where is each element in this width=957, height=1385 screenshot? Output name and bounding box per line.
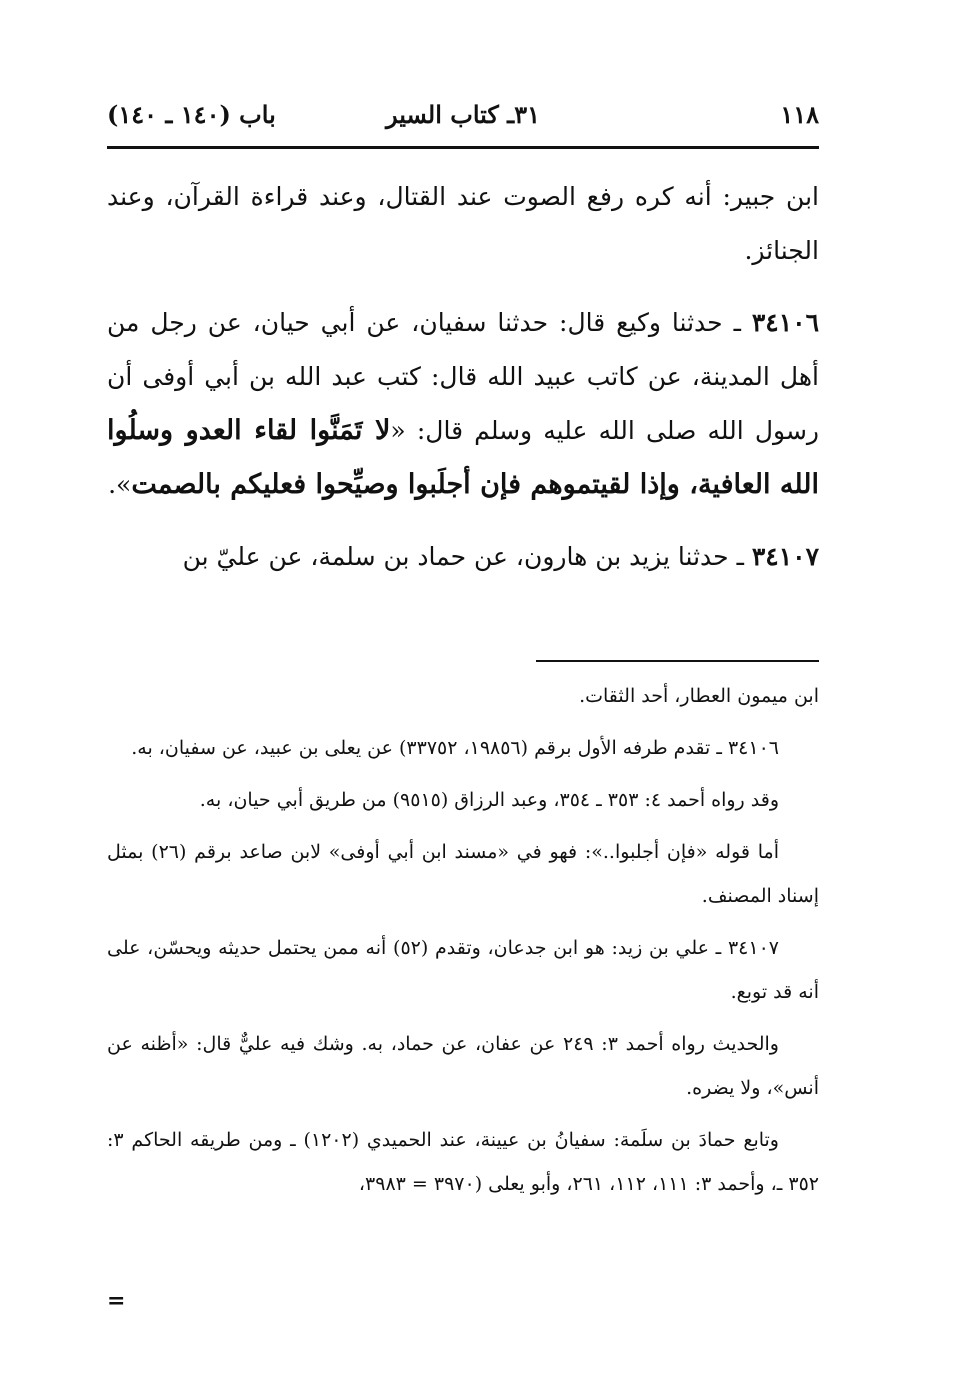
chapter-title: ٣١ـ كتاب السير [386, 100, 540, 129]
page-header [107, 96, 819, 136]
footnote-line: ٣٤١٠٦ ـ تقدم طرفه الأول برقم (١٩٨٥٦، ٣٣٧٥٢) عن يعلى بن عبيد، عن سفيان، به. [131, 737, 779, 759]
hadith-34107 [107, 530, 819, 584]
footnote-line: وقد رواه أحمد ٤: ٣٥٣ ـ ٣٥٤، وعبد الرزاق (٩٥١٥) من طريق أبي حيان، به. [199, 789, 779, 811]
footnote-line: وتابع حمادَ بن سلَمة: سفيانُ بن عيينة، عند الحميدي (١٢٠٢) ـ ومن طريقه الحاكم ٣: ٣٥٢ ـ، وأحمد ٣: ١١١، ١١٢، ٢٦١، وأبو يعلى (٣٩٧٠ = ٣٩٨٣، [107, 1129, 819, 1195]
footnote-divider [536, 660, 819, 662]
footnote-line: ٣٤١٠٧ ـ علي بن زيد: هو ابن جدعان، وتقدم (٥٢) أنه ممن يحتمل حديثه ويحسّن، على أنه قد توبع. [107, 937, 819, 1003]
header-divider [107, 146, 819, 149]
hadith-number: ٣٤١٠٧ [751, 542, 819, 571]
footnotes [107, 674, 819, 1206]
page-number: ١١٨ [780, 100, 819, 129]
paragraph-continuation: ابن جبير: أنه كره رفع الصوت عند القتال، وعند قراءة القرآن، وعند الجنائز. [107, 182, 819, 265]
hadith-matn: لا تَمَنَّوا لقاء العدو وسلُوا الله العافية، وإذا لقيتموهم فإن أجلَبوا وصيِّحوا فعليكم بالصمت [107, 415, 819, 500]
hadith-number: ٣٤١٠٦ [751, 308, 819, 337]
main-text [107, 170, 819, 584]
hadith-isnad: ـ حدثنا وكيع قال: حدثنا سفيان، عن أبي حيان، عن رجل من أهل المدينة، عن كاتب عبيد الله قال: كتب عبد الله بن أبي أوفى أن رسول الله صلى الله عليه وسلم قال: « [107, 308, 819, 445]
footnote-line: والحديث رواه أحمد ٣: ٢٤٩ عن عفان، عن حماد، به. وشك فيه عليٌّ قال: «أظنه عن أنس»، ولا يضره. [107, 1033, 819, 1099]
footnote-line: ابن ميمون العطار، أحد الثقات. [579, 685, 819, 707]
section-range: باب (١٤٠ ـ ١٤٠) [107, 100, 276, 129]
hadith-34106 [107, 296, 819, 512]
quote-close: ». [108, 470, 132, 499]
continuation-mark: = [107, 1288, 126, 1314]
footnote-line: أما قوله «فإن أجلبوا..»: فهو في «مسند ابن أبي أوفى» لابن صاعد برقم (٢٦) بمثل إسناد المصنف. [107, 841, 819, 907]
hadith-isnad: ـ حدثنا يزيد بن هارون، عن حماد بن سلمة، عن عليّ بن [182, 542, 752, 571]
